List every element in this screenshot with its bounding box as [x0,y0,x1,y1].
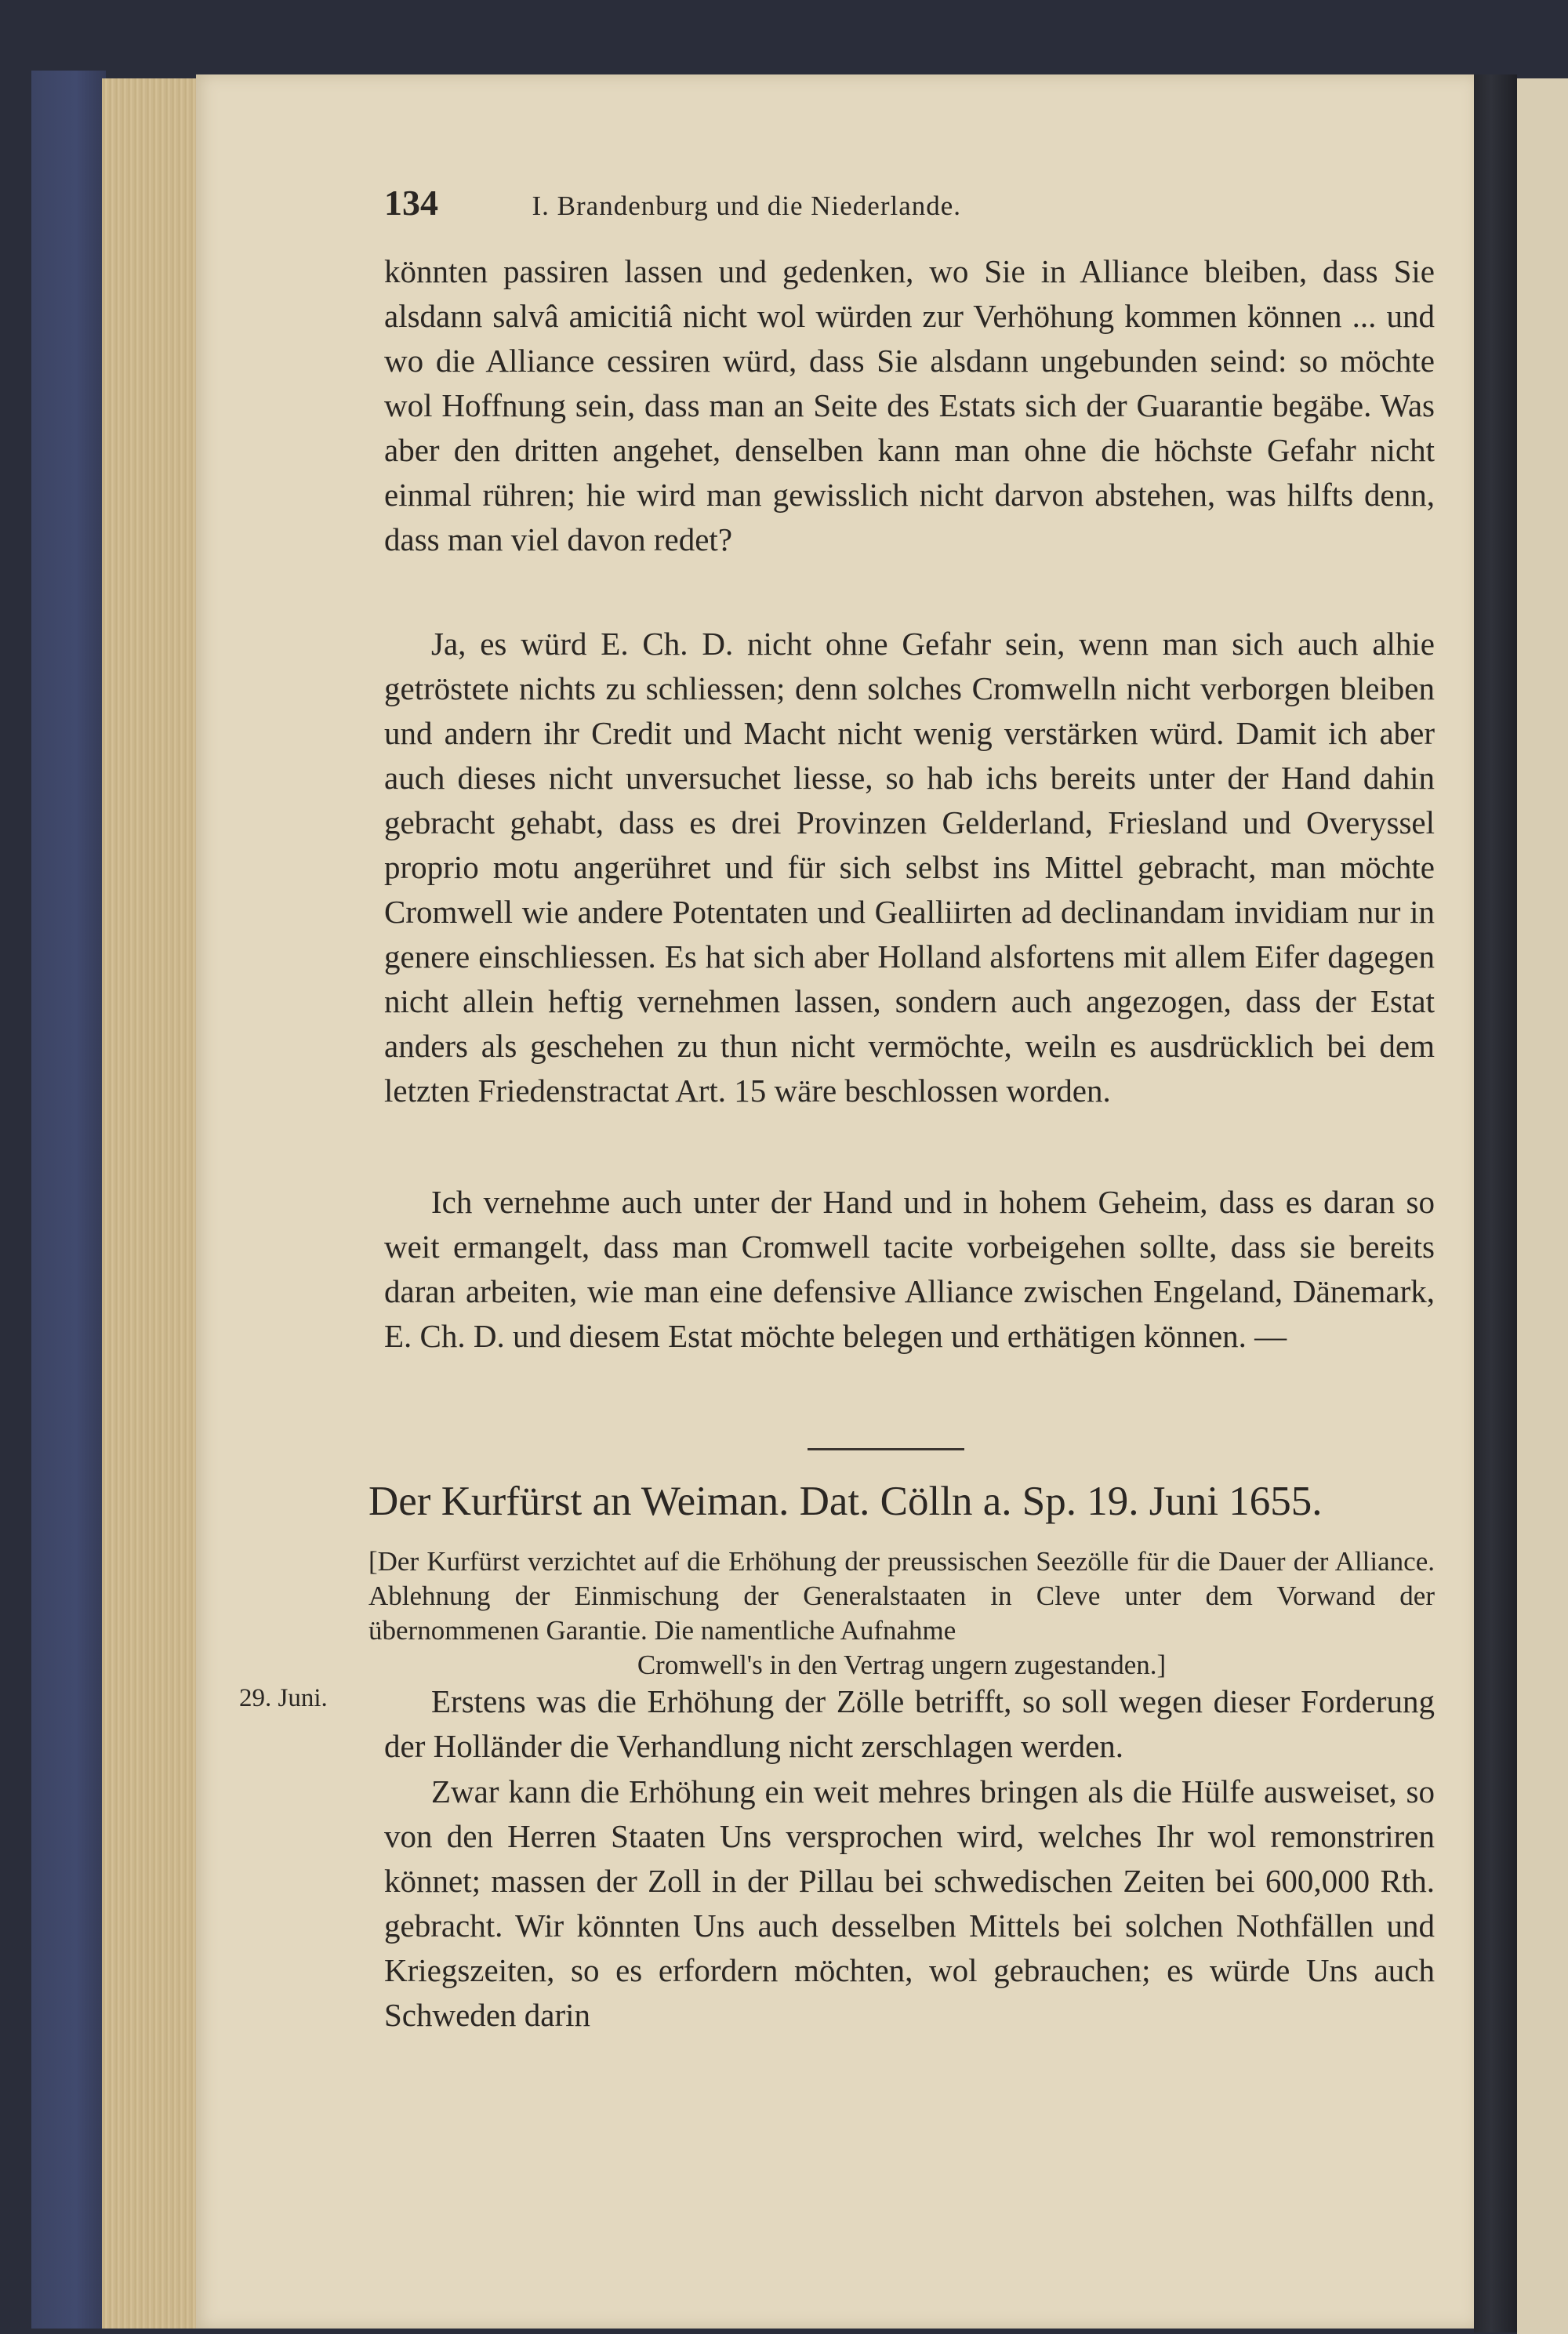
document-summary-end: Cromwell's in den Vertrag ungern zugestanden.] [637,1650,1167,1680]
paragraph-3: Ich vernehme auch unter der Hand und in hohem Geheim, dass es daran so weit ermangelt, dass man Cromwell tacite vorbeigehen sollte, dass sie bereits daran arbeiten, wie man eine defensive Alliance zwischen Engeland, Dänemark, E. Ch. D. und diesem Estat möchte belegen und erthätigen können. — [384,1184,1435,1354]
document-title: Der Kurfürst an Weiman. Dat. Cölln a. Sp. 19. Juni 1655. [368,1479,1323,1524]
paragraph-1: könnten passiren lassen und gedenken, wo Sie in Alliance bleiben, dass Sie alsdann salvâ amicitiâ nicht wol würden zur Verhöhung kommen können ... und wo die Alliance cessiren würd, dass Sie alsdann ungebunden seind: so möchte wol Hoffnung sein, dass man an Seite des Estats sich der Guarantie begäbe. Was aber den dritten angehet, denselben kann man ohne die höchste Gefahr nicht einmal rühren; hie wird man gewisslich nicht darvon abstehen, was hilfts denn, dass man viel davon redet? [384,253,1435,557]
page-header [384,182,1435,229]
document-summary: [Der Kurfürst verzichtet auf die Erhöhung der preussischen Seezölle für die Dauer der Alliance. Ablehnung der Einmischung der Generalstaaten in Cleve unter dem Vorwand der übernommenen Garantie. Die namentliche Aufnahme [368,1546,1435,1646]
book-cover-left [31,71,106,2329]
book-gutter [1474,74,1517,2332]
facing-page-edge [1517,78,1568,2334]
section-divider [808,1448,964,1450]
margin-date: 29. Juni. [239,1684,328,1712]
body-paragraph-2: Zwar kann die Erhöhung ein weit mehres bringen als die Hülfe ausweiset, so von den Herren Staaten Uns versprochen wird, welches Ihr wol remonstriren könnet; massen der Zoll in der Pillau bei schwedischen Zeiten bei 600,000 Rth. gebracht. Wir könnten Uns auch desselben Mittels bei solchen Nothfällen und Kriegszeiten, so es erfordern möchten, wol gebrauchen; es würde Uns auch Schweden darin [384,1773,1435,2033]
running-title: I. Brandenburg und die Niederlande. [532,191,962,221]
paragraph-2: Ja, es würd E. Ch. D. nicht ohne Gefahr sein, wenn man sich auch alhie getröstete nichts zu schliessen; denn solches Cromwelln nicht verborgen bleiben und andern ihr Credit und Macht nicht wenig verstärken würd. Damit ich aber auch dieses nicht unversuchet liesse, so hab ichs bereits unter der Hand dahin gebracht gehabt, dass es drei Provinzen Gelderland, Friesland und Overyssel proprio motu angerühret und für sich selbst ins Mittel gebracht, man möchte Cromwell wie andere Potentaten und Gealliirten ad declinandam invidiam nur in genere einschliessen. Es hat sich aber Holland alsfortens mit allem Eifer dagegen nicht allein heftig vernehmen lassen, sondern auch angezogen, dass der Estat anders als geschehen zu thun nicht vermöchte, weiln es ausdrücklich bei dem letzten Friedenstractat Art. 15 wäre beschlossen worden. [384,626,1435,1109]
page-edges [102,78,200,2329]
body-paragraph-1: Erstens was die Erhöhung der Zölle betrifft, so soll wegen dieser Forderung der Holländer die Verhandlung nicht zerschlagen werden. [384,1683,1435,1764]
page-number: 134 [384,183,438,223]
